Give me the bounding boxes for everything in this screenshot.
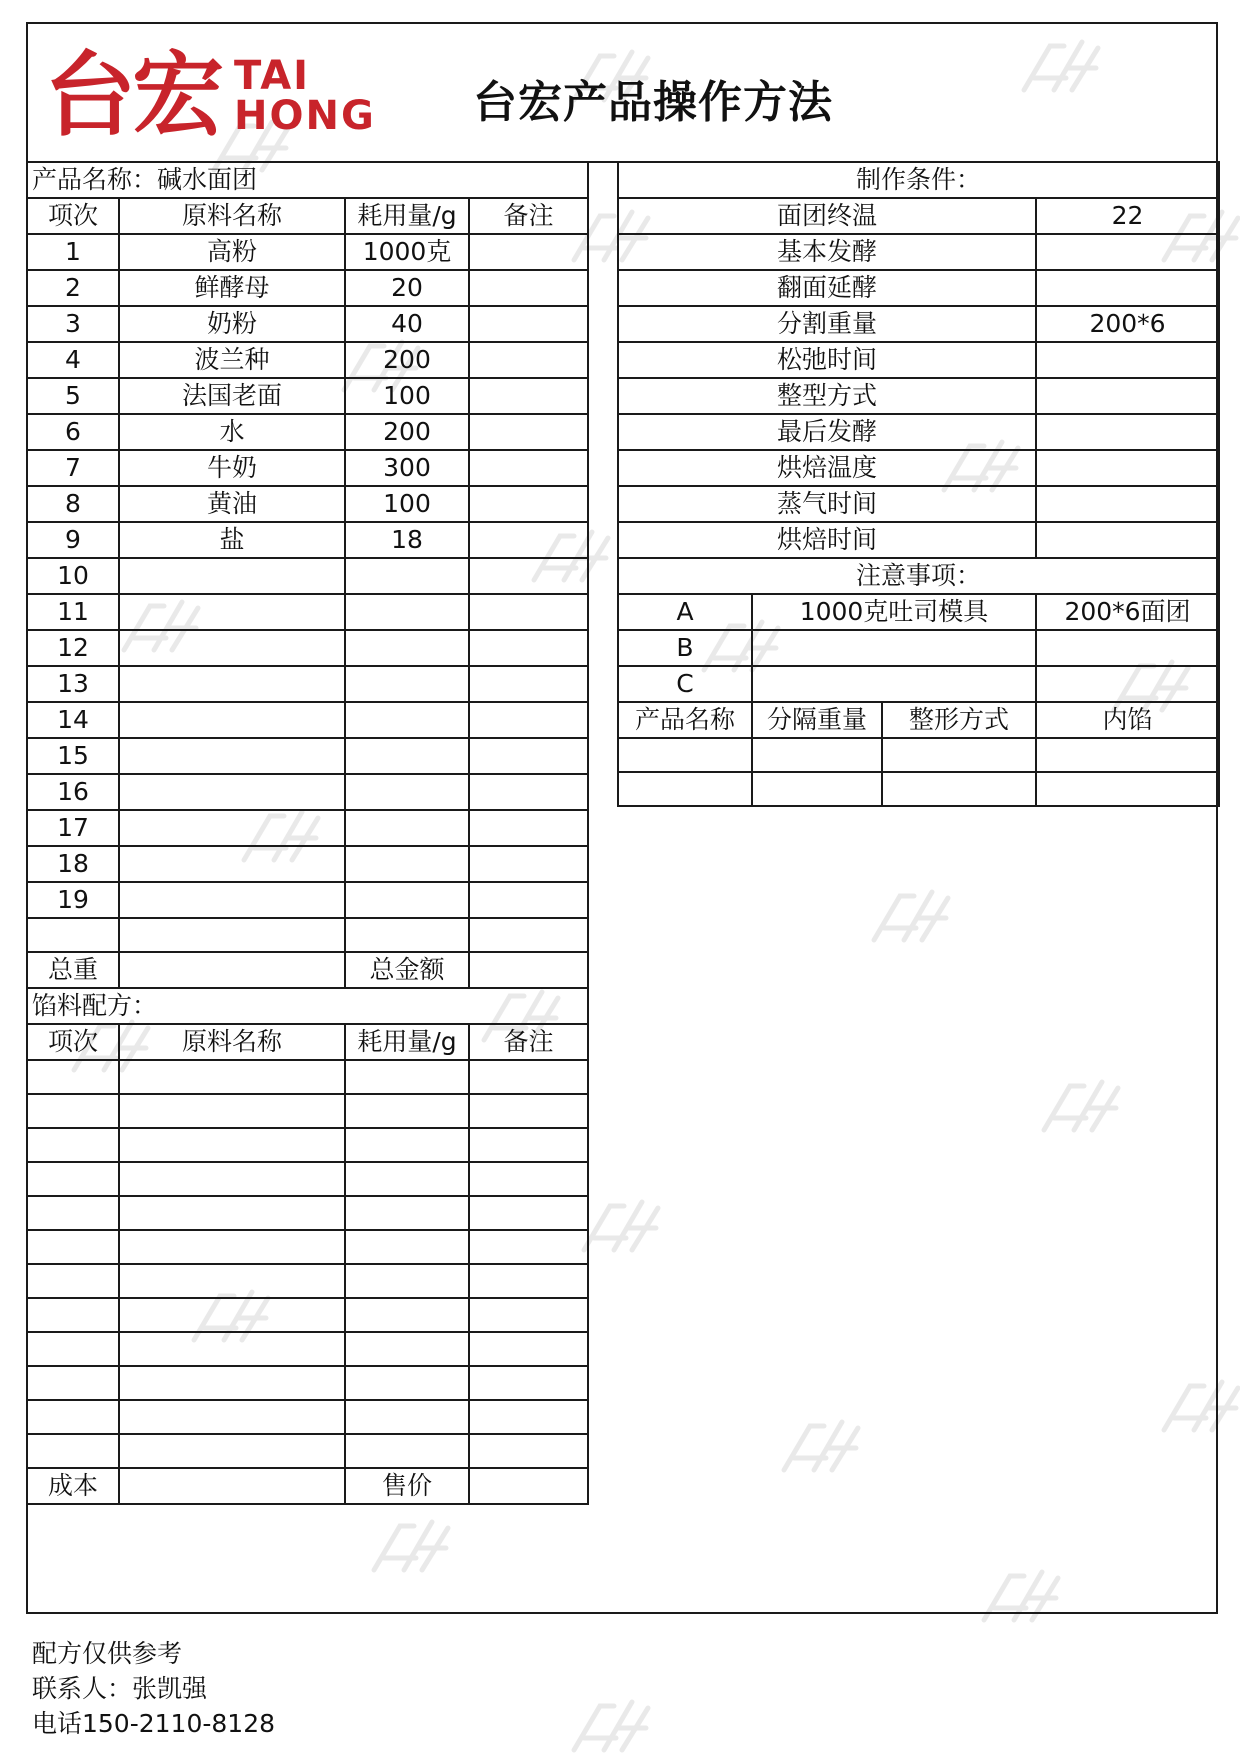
- filling-note: [469, 1366, 588, 1400]
- filling-col-header-name: 原料名称: [119, 1024, 345, 1060]
- ingredient-no: 8: [27, 486, 119, 522]
- ingredient-note: [469, 774, 588, 810]
- ingredient-name: [119, 846, 345, 882]
- total-amount-value: [469, 952, 588, 988]
- split-col-header-shape: 整形方式: [882, 702, 1036, 738]
- split-col-header-filling: 内馅: [1036, 702, 1219, 738]
- filling-name: [119, 1332, 345, 1366]
- ingredient-name: [119, 594, 345, 630]
- filling-row: [27, 1128, 588, 1162]
- ingredient-no: 3: [27, 306, 119, 342]
- filling-no: [27, 1332, 119, 1366]
- ingredient-no: 16: [27, 774, 119, 810]
- col-header-no: 项次: [27, 198, 119, 234]
- ingredient-note: [469, 234, 588, 270]
- ingredient-qty: 18: [345, 522, 469, 558]
- filling-row: [27, 1298, 588, 1332]
- filling-row: [27, 1264, 588, 1298]
- ingredient-no: 19: [27, 882, 119, 918]
- condition-value: 22: [1036, 198, 1219, 234]
- filling-row: [27, 1366, 588, 1400]
- ingredient-row: [27, 630, 588, 666]
- ingredient-no: 9: [27, 522, 119, 558]
- ingredient-note: [469, 630, 588, 666]
- product-name-row: [27, 162, 588, 198]
- condition-label: 最后发酵: [618, 414, 1036, 450]
- ingredient-name: 盐: [119, 522, 345, 558]
- ingredient-no: 5: [27, 378, 119, 414]
- condition-label: 整型方式: [618, 378, 1036, 414]
- column-divider: [587, 163, 617, 1614]
- condition-label: 蒸气时间: [618, 486, 1036, 522]
- filling-no: [27, 1400, 119, 1434]
- ingredient-qty: [345, 882, 469, 918]
- condition-row: [618, 342, 1219, 378]
- ingredient-qty: 40: [345, 306, 469, 342]
- ingredient-row: [27, 342, 588, 378]
- ingredient-row: [27, 594, 588, 630]
- ingredient-row: [27, 702, 588, 738]
- ingredient-qty: [345, 774, 469, 810]
- filling-row: [27, 1196, 588, 1230]
- ingredient-row: [27, 558, 588, 594]
- ingredient-qty: [345, 558, 469, 594]
- filling-no: [27, 1128, 119, 1162]
- ingredient-name: [119, 702, 345, 738]
- ingredient-no: 17: [27, 810, 119, 846]
- price-value: [469, 1468, 588, 1504]
- condition-value: [1036, 450, 1219, 486]
- ingredient-no: 14: [27, 702, 119, 738]
- filling-name: [119, 1060, 345, 1094]
- filling-no: [27, 1162, 119, 1196]
- split-row: [618, 772, 1219, 806]
- product-name-value: 碱水面团: [157, 165, 258, 194]
- ingredient-name: 水: [119, 414, 345, 450]
- footer-disclaimer: 配方仅供参考: [32, 1639, 183, 1668]
- ingredient-note: [469, 486, 588, 522]
- ingredient-name: [119, 774, 345, 810]
- cost-row: [27, 1468, 588, 1504]
- condition-value: [1036, 486, 1219, 522]
- split-product: [618, 772, 752, 806]
- page-title: 台宏产品操作方法: [473, 77, 833, 128]
- filling-qty: [345, 1434, 469, 1468]
- ingredient-qty: 100: [345, 486, 469, 522]
- filling-no: [27, 1298, 119, 1332]
- condition-row: [618, 378, 1219, 414]
- filling-note: [469, 1332, 588, 1366]
- ingredient-name: [119, 630, 345, 666]
- ingredient-note: [469, 666, 588, 702]
- ingredient-qty: [345, 594, 469, 630]
- filling-qty: [345, 1400, 469, 1434]
- ingredient-no: 1: [27, 234, 119, 270]
- condition-label: 松弛时间: [618, 342, 1036, 378]
- ingredient-name: 奶粉: [119, 306, 345, 342]
- ingredient-qty: [345, 630, 469, 666]
- footer-contact: 联系人：张凯强: [32, 1674, 208, 1703]
- filling-no: [27, 1060, 119, 1094]
- filling-no: [27, 1230, 119, 1264]
- ingredient-row: [27, 846, 588, 882]
- condition-label: 面团终温: [618, 198, 1036, 234]
- note-row: [618, 666, 1219, 702]
- filling-name: [119, 1264, 345, 1298]
- ingredient-no: [27, 918, 119, 952]
- filling-note: [469, 1128, 588, 1162]
- filling-name: [119, 1128, 345, 1162]
- ingredient-name: [119, 738, 345, 774]
- ingredient-name: 鲜酵母: [119, 270, 345, 306]
- ingredient-table: [26, 161, 589, 1505]
- ingredient-no: 18: [27, 846, 119, 882]
- condition-value: [1036, 234, 1219, 270]
- filling-row: [27, 1230, 588, 1264]
- ingredient-no: 10: [27, 558, 119, 594]
- condition-row: [618, 306, 1219, 342]
- filling-qty: [345, 1298, 469, 1332]
- filling-name: [119, 1366, 345, 1400]
- condition-value: [1036, 378, 1219, 414]
- ingredient-name: 波兰种: [119, 342, 345, 378]
- document-frame: [26, 22, 1218, 1614]
- ingredient-qty: 200: [345, 342, 469, 378]
- ingredient-note: [469, 522, 588, 558]
- filling-row: [27, 1162, 588, 1196]
- filling-note: [469, 1400, 588, 1434]
- logo-en-line2: HONG: [234, 93, 376, 139]
- filling-qty: [345, 1332, 469, 1366]
- condition-row: [618, 522, 1219, 558]
- condition-label: 烘焙温度: [618, 450, 1036, 486]
- filling-no: [27, 1434, 119, 1468]
- filling-col-header-qty: 耗用量/g: [345, 1024, 469, 1060]
- filling-note: [469, 1060, 588, 1094]
- filling-note: [469, 1162, 588, 1196]
- ingredient-row: [27, 450, 588, 486]
- ingredient-qty: [345, 702, 469, 738]
- ingredient-note: [469, 270, 588, 306]
- total-weight-label: 总重: [27, 952, 119, 988]
- note-mid: [752, 630, 1036, 666]
- conditions-title: 制作条件：: [618, 162, 1219, 198]
- ingredient-note: [469, 306, 588, 342]
- product-name-label: 产品名称：: [32, 165, 158, 194]
- filling-name: [119, 1196, 345, 1230]
- price-label: 售价: [345, 1468, 469, 1504]
- ingredient-qty: 20: [345, 270, 469, 306]
- ingredient-no: 12: [27, 630, 119, 666]
- ingredient-name: [119, 918, 345, 952]
- ingredient-name: [119, 666, 345, 702]
- note-key: C: [618, 666, 752, 702]
- filling-title: 馅料配方：: [27, 988, 588, 1024]
- split-shape: [882, 738, 1036, 772]
- filling-row: [27, 1434, 588, 1468]
- filling-qty: [345, 1094, 469, 1128]
- logo-english-text: [234, 53, 376, 139]
- ingredient-name: [119, 558, 345, 594]
- ingredient-note: [469, 738, 588, 774]
- ingredient-note: [469, 810, 588, 846]
- ingredient-note: [469, 450, 588, 486]
- split-weight: [752, 738, 882, 772]
- col-header-qty: 耗用量/g: [345, 198, 469, 234]
- filling-note: [469, 1196, 588, 1230]
- filling-name: [119, 1094, 345, 1128]
- filling-note: [469, 1230, 588, 1264]
- note-key: B: [618, 630, 752, 666]
- ingredient-name: [119, 882, 345, 918]
- filling-note: [469, 1298, 588, 1332]
- condition-row: [618, 486, 1219, 522]
- filling-row: [27, 1332, 588, 1366]
- cost-label: 成本: [27, 1468, 119, 1504]
- document-header: [28, 24, 1216, 163]
- ingredient-no: 6: [27, 414, 119, 450]
- filling-header-row: [27, 1024, 588, 1060]
- ingredient-row: [27, 882, 588, 918]
- split-header-row: [618, 702, 1219, 738]
- filling-name: [119, 1162, 345, 1196]
- ingredient-note: [469, 846, 588, 882]
- conditions-title-row: [618, 162, 1219, 198]
- filling-note: [469, 1434, 588, 1468]
- filling-qty: [345, 1060, 469, 1094]
- condition-row: [618, 234, 1219, 270]
- ingredient-row: [27, 306, 588, 342]
- split-col-header-weight: 分隔重量: [752, 702, 882, 738]
- filling-name: [119, 1230, 345, 1264]
- ingredient-note: [469, 594, 588, 630]
- condition-row: [618, 270, 1219, 306]
- ingredient-row: [27, 234, 588, 270]
- ingredient-row: [27, 522, 588, 558]
- ingredient-no: 7: [27, 450, 119, 486]
- split-weight: [752, 772, 882, 806]
- note-key: A: [618, 594, 752, 630]
- condition-row: [618, 198, 1219, 234]
- ingredient-qty: 300: [345, 450, 469, 486]
- split-row: [618, 738, 1219, 772]
- filling-no: [27, 1196, 119, 1230]
- logo-chinese-text: 台宏: [44, 42, 221, 149]
- ingredient-qty: [345, 918, 469, 952]
- filling-name: [119, 1298, 345, 1332]
- ingredient-header-row: [27, 198, 588, 234]
- filling-qty: [345, 1162, 469, 1196]
- condition-value: [1036, 270, 1219, 306]
- ingredient-row: [27, 810, 588, 846]
- ingredient-note: [469, 342, 588, 378]
- note-row: [618, 630, 1219, 666]
- condition-value: [1036, 522, 1219, 558]
- ingredient-note: [469, 918, 588, 952]
- filling-no: [27, 1264, 119, 1298]
- ingredient-note: [469, 558, 588, 594]
- ingredient-row: [27, 738, 588, 774]
- filling-note: [469, 1264, 588, 1298]
- ingredient-note: [469, 702, 588, 738]
- condition-label: 烘焙时间: [618, 522, 1036, 558]
- condition-label: 分割重量: [618, 306, 1036, 342]
- filling-qty: [345, 1196, 469, 1230]
- ingredient-name: 法国老面: [119, 378, 345, 414]
- ingredient-name: 黄油: [119, 486, 345, 522]
- filling-qty: [345, 1366, 469, 1400]
- filling-qty: [345, 1264, 469, 1298]
- note-right: 200*6面团: [1036, 594, 1219, 630]
- footer-notes: [32, 1636, 275, 1741]
- brand-logo: [44, 42, 376, 150]
- filling-row: [27, 1400, 588, 1434]
- footer-phone: 电话150-2110-8128: [32, 1709, 276, 1738]
- ingredient-qty: [345, 810, 469, 846]
- split-filling: [1036, 738, 1219, 772]
- ingredient-row: [27, 270, 588, 306]
- split-product: [618, 738, 752, 772]
- notes-title-row: [618, 558, 1219, 594]
- ingredient-row: [27, 666, 588, 702]
- ingredient-name: 牛奶: [119, 450, 345, 486]
- filling-title-row: [27, 988, 588, 1024]
- condition-value: 200*6: [1036, 306, 1219, 342]
- ingredient-row: [27, 414, 588, 450]
- filling-row: [27, 1060, 588, 1094]
- ingredient-qty: 200: [345, 414, 469, 450]
- logo-en-line1: TAI: [234, 53, 311, 99]
- ingredient-name: [119, 810, 345, 846]
- ingredient-note: [469, 378, 588, 414]
- col-header-note: 备注: [469, 198, 588, 234]
- ingredient-qty: [345, 846, 469, 882]
- split-shape: [882, 772, 1036, 806]
- total-amount-label: 总金额: [345, 952, 469, 988]
- note-mid: [752, 666, 1036, 702]
- conditions-table: [617, 161, 1220, 807]
- condition-label: 翻面延酵: [618, 270, 1036, 306]
- condition-value: [1036, 342, 1219, 378]
- total-weight-value: [119, 952, 345, 988]
- col-header-name: 原料名称: [119, 198, 345, 234]
- ingredient-no: 4: [27, 342, 119, 378]
- filling-col-header-no: 项次: [27, 1024, 119, 1060]
- filling-name: [119, 1400, 345, 1434]
- ingredient-note: [469, 414, 588, 450]
- split-filling: [1036, 772, 1219, 806]
- ingredient-qty: [345, 738, 469, 774]
- ingredient-qty: [345, 666, 469, 702]
- ingredient-qty: 100: [345, 378, 469, 414]
- condition-row: [618, 450, 1219, 486]
- filling-qty: [345, 1230, 469, 1264]
- ingredient-no: 13: [27, 666, 119, 702]
- total-row: [27, 952, 588, 988]
- split-col-header-product: 产品名称: [618, 702, 752, 738]
- note-mid: 1000克吐司模具: [752, 594, 1036, 630]
- condition-value: [1036, 414, 1219, 450]
- ingredient-row: [27, 378, 588, 414]
- condition-row: [618, 414, 1219, 450]
- product-name-cell: [27, 162, 588, 198]
- filling-no: [27, 1094, 119, 1128]
- filling-qty: [345, 1128, 469, 1162]
- cost-value: [119, 1468, 345, 1504]
- condition-label: 基本发酵: [618, 234, 1036, 270]
- ingredient-qty: 1000克: [345, 234, 469, 270]
- watermark-logo-icon: [560, 1690, 660, 1760]
- note-row: [618, 594, 1219, 630]
- ingredient-no: 2: [27, 270, 119, 306]
- filling-no: [27, 1366, 119, 1400]
- ingredient-no: 11: [27, 594, 119, 630]
- note-right: [1036, 666, 1219, 702]
- note-right: [1036, 630, 1219, 666]
- filling-name: [119, 1434, 345, 1468]
- ingredient-row: [27, 918, 588, 952]
- notes-title: 注意事项：: [618, 558, 1219, 594]
- ingredient-row: [27, 774, 588, 810]
- filling-note: [469, 1094, 588, 1128]
- ingredient-row: [27, 486, 588, 522]
- filling-row: [27, 1094, 588, 1128]
- ingredient-no: 15: [27, 738, 119, 774]
- ingredient-note: [469, 882, 588, 918]
- ingredient-name: 高粉: [119, 234, 345, 270]
- filling-col-header-note: 备注: [469, 1024, 588, 1060]
